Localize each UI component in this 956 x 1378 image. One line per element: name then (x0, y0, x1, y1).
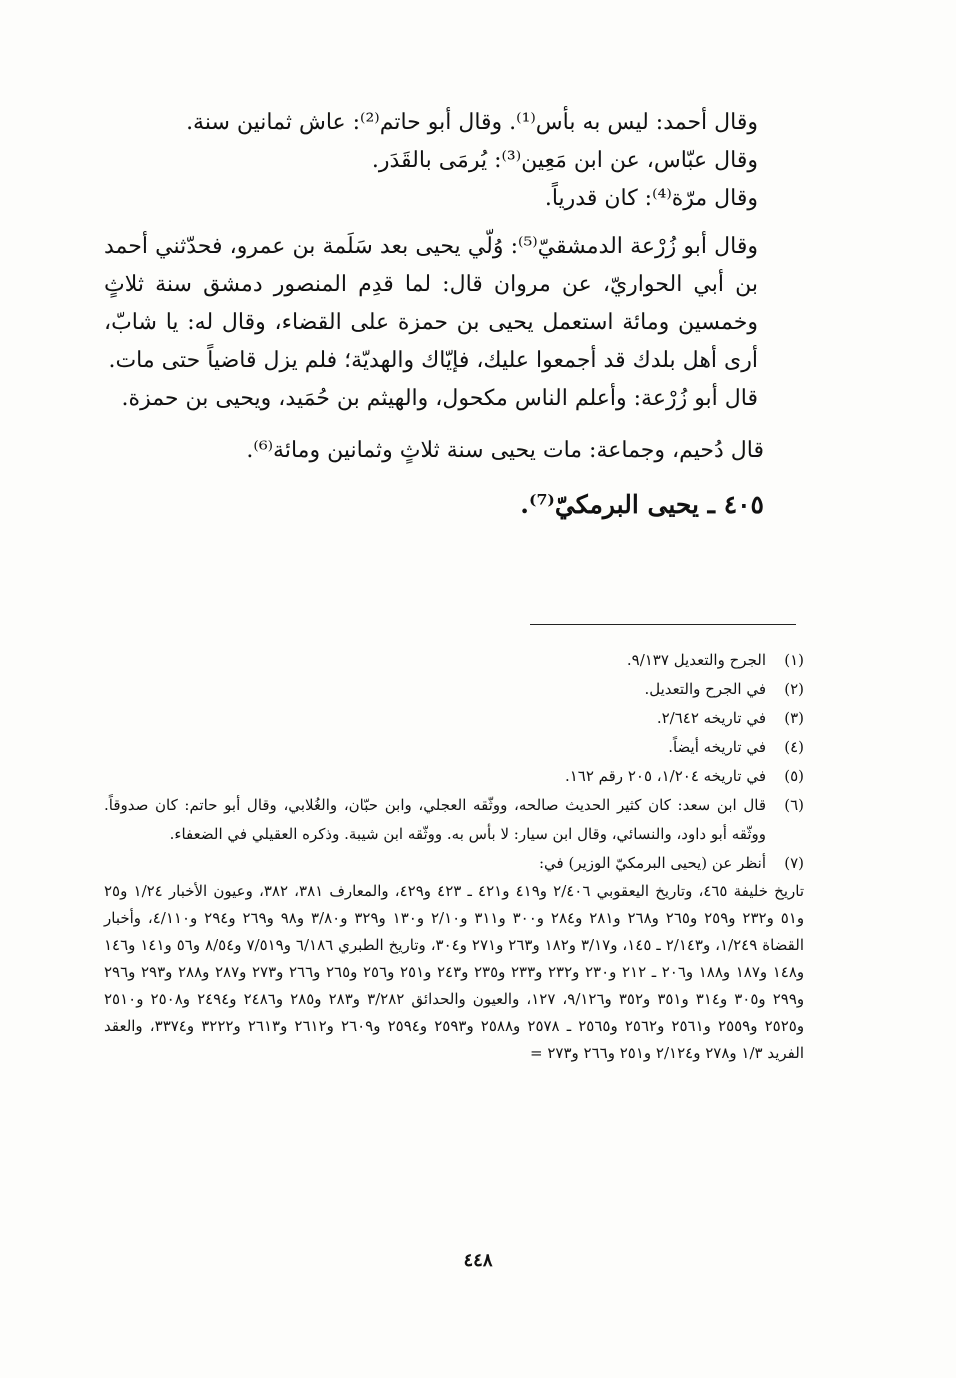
footnote-number: (٦) (784, 796, 804, 814)
footnote-number: (٧) (784, 854, 804, 872)
footnote-text: في الجرح والتعديل. (644, 680, 766, 698)
entry-heading: ٤٠٥ ـ يحيى البرمكيّ⁽⁷⁾. (520, 490, 764, 519)
footnote (104, 646, 804, 675)
footnote (104, 762, 804, 791)
footnote-number: (٢) (784, 680, 804, 698)
main-line: قال دُحيم، وجماعة: مات يحيى سنة ثلاثٍ وثمانين ومائة⁽⁶⁾. (246, 438, 764, 463)
footnote-text: في تاريخه ١/٢٠٤، ٢٠٥ رقم ١٦٢. (564, 767, 766, 785)
footnote (104, 704, 804, 733)
main-paragraph: وقال أبو زُرْعة الدمشقيّ⁽⁵⁾: وُلّي يحيى بعد سَلَمة بن عمرو، فحدّثني أحمد بن أبي الحواريّ، عن مروان قال: لما قدِم المنصور دمشق سنة ثلاثٍ وخمسين ومائة استعمل يحيى بن حمزة على القضاء، وقال له: يا شابّ، أرى أهل بلدك قد أجمعوا عليك، فإيّاك والهديّة؛ فلم يزل قاضياً حتى مات. (104, 234, 758, 373)
footnote-number: (١) (784, 651, 804, 669)
footnote-text: أنظر عن (يحيى البرمكيّ الوزير) في: (539, 854, 766, 872)
footnote-number: (٥) (784, 767, 804, 785)
footnote-text: قال ابن سعد: كان كثير الحديث صالحه، ووثّقه العجلي، وابن حبّان، والغُلابي، وقال أبو حاتم: كان صدوقاً. ووثّقه أبو داود، والنسائي، وقال ابن سيار: لا بأس به. ووثّقه ابن شيبة. وذكره العقيلي في الضعفاء. (104, 796, 766, 843)
footnote-text: الجرح والتعديل ٩/١٣٧. (626, 651, 766, 669)
footnote-separator (530, 624, 796, 625)
footnote (104, 849, 804, 878)
main-line: وقال مرّة⁽⁴⁾: كان قدرياً. (544, 186, 758, 211)
main-line: وقال عبّاس، عن ابن مَعِين⁽³⁾: يُرمَى بالقَدَر. (371, 148, 758, 173)
footnote-text: في تاريخه أيضاً. (668, 738, 766, 756)
footnote-number: (٤) (784, 738, 804, 756)
main-text (104, 104, 796, 524)
page-number: ٤٤٨ (463, 1250, 493, 1271)
footnote (104, 733, 804, 762)
main-line: وقال أحمد: ليس به بأس⁽¹⁾. وقال أبو حاتم⁽²⁾: عاش ثمانين سنة. (186, 110, 758, 135)
footnote-text: في تاريخه ٢/٦٤٢. (656, 709, 766, 727)
footnote (104, 791, 804, 849)
footnote-number: (٣) (784, 709, 804, 727)
footnotes (104, 646, 804, 1067)
main-paragraph: قال أبو زُرْعة: وأعلم الناس مكحول، والهيثم بن حُمَيد، ويحيى بن حمزة. (121, 386, 758, 411)
footnote (104, 675, 804, 704)
footnote-references: تاريخ خليفة ٤٦٥، وتاريخ اليعقوبي ٢/٤٠٦ و٤١٩ و٤٢١ ـ ٤٢٣ و٤٢٩، والمعارف ٣٨١، ٣٨٢، وعيون الأخبار ١/٢٤ و٢٥ و٥١ و٢٣٢ و٢٥٩ و٢٦٥ و٢٦٨ و٢٨١ و٢٨٤ و٣٠٠ و٣١١ و٢/١٠ و١٣٠ و٣٢٩ و٣/٨٠ و٩٨ و٢٦٩ و٢٩٤ و٤/١١٠، وأخبار القضاة ١/٢٤٩، و٢/١٤٣ ـ ١٤٥، و٣/١٧ و١٨٢ و٢٦٣ و٢٧١ و٣٠٤، وتاريخ الطبري ٦/١٨٦ و٧/٥١٩ و٨/٥٤ و٥٦ و١٤١ و١٤٦ و١٤٨ و١٨٧ و١٨٨ و٢٠٦ ـ ٢١٢ و٢٣٠ و٢٣٢ و٢٣٣ و٢٣٥ و٢٤٣ و٢٥١ و٢٥٦ و٢٦٥ و٢٦٦ و٢٧٣ و٢٨٧ و٢٨٨ و٢٩٣ و٢٩٦ و٢٩٩ و٣٠٥ و٣١٤ و٣٥١ و٣٥٢ و٩/١٢٦، ١٢٧، والعيون والحدائق ٣/٢٨٢ و٢٨٣ و٢٨٥ و٢٤٨٦ و٢٤٩٤ و٢٥٠٨ و٢٥١٠ و٢٥٢٥ و٢٥٥٩ و٢٥٦١ و٢٥٦٢ و٢٥٦٥ ـ ٢٥٧٨ و٢٥٨٨ و٢٥٩٣ و٢٥٩٤ و٢٦٠٩ و٢٦١٢ و٢٦١٣ و٣٢٢٢ و٣٣٧٤، والعقد الفريد ١/٣ و٢٧٨ و٢/١٢٤ و٢٥١ و٢٦٦ و٢٧٣ = (104, 882, 805, 1062)
